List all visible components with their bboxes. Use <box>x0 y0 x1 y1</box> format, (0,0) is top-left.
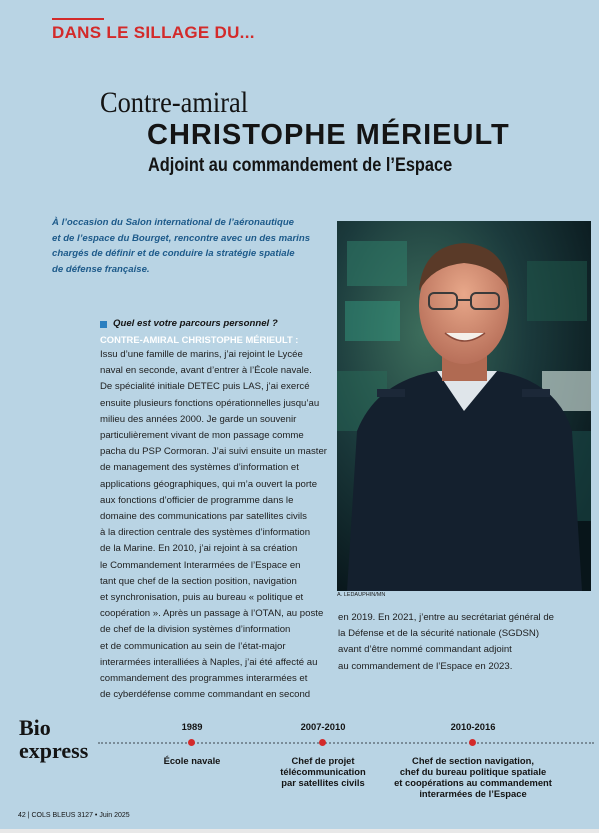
answer-line: Issu d’une famille de marins, j’ai rejoint le Lycée <box>100 349 303 360</box>
answer-line: particulièrement vivant de mon passage comme <box>100 430 304 442</box>
intro-line: chargés de définir et de conduire la stratégie spatiale <box>52 248 295 259</box>
timeline-event-line: Chef de projet <box>291 755 355 766</box>
timeline-year: 1989 <box>181 721 203 732</box>
portrait-illustration <box>337 221 591 591</box>
intro-paragraph <box>52 215 332 277</box>
timeline-dot <box>188 739 195 746</box>
answer-line: de cyberdéfense comme commandant en second <box>100 689 311 701</box>
bio-title-line: Bio <box>19 715 51 740</box>
answer-column-1 <box>100 347 327 703</box>
answer-line: de chef de la division systèmes d’information <box>100 624 291 636</box>
timeline-event <box>383 755 563 799</box>
answer-line: la Défense et de la sécurité nationale (SGDSN) <box>338 628 540 640</box>
timeline-line <box>98 742 594 744</box>
answer-line: de la Marine. En 2010, j’ai rejoint à sa création <box>100 543 298 555</box>
timeline-event-line: chef du bureau politique spatiale <box>399 766 547 777</box>
bio-express-title <box>19 716 88 762</box>
timeline-year: 2007-2010 <box>300 721 346 732</box>
answer-line: aux fonctions d’officier de programme dans le <box>100 494 294 506</box>
answer-line: applications géographiques, qui m’a ouvert la porte <box>100 478 318 490</box>
rubric-rule <box>52 18 104 20</box>
intro-line: À l’occasion du Salon international de l’aéronautique <box>52 217 295 228</box>
person-role: Adjoint au commandement de l’Espace <box>148 155 453 176</box>
timeline-event-line: télécommunication <box>280 766 366 777</box>
timeline-event-line: Chef de section navigation, <box>412 755 534 766</box>
section-rubric: DANS LE SILLAGE DU... <box>52 23 255 42</box>
photo-credit: A. LEDAUPHIN/MN <box>337 592 386 598</box>
timeline-dot <box>319 739 326 746</box>
answer-line: tant que chef de la section position, navigation <box>100 575 297 587</box>
page-footer: 42 | COLS BLEUS 3127 • Juin 2025 <box>18 812 130 819</box>
timeline-event-line: interarmées de l’Espace <box>419 788 527 799</box>
answer-line: interarmées interalliées à Naples, j’ai été affecté au <box>100 656 318 668</box>
bio-title-line: express <box>19 738 89 763</box>
answer-line: De spécialité initiale DETEC puis LAS, j’ai exercé <box>100 381 310 393</box>
timeline-event-line: par satellites civils <box>281 777 365 788</box>
interview-speaker: CONTRE-AMIRAL CHRISTOPHE MÉRIEULT : <box>100 334 299 345</box>
footer-bar <box>0 829 599 833</box>
answer-column-2 <box>338 610 554 675</box>
timeline-event <box>142 755 242 766</box>
answer-line: de management des systèmes d’information et <box>100 462 299 474</box>
answer-line: naval en seconde, avant d’entrer à l’École navale. <box>100 365 312 377</box>
answer-line: avant d’être nommé commandant adjoint <box>338 644 512 656</box>
answer-line: le Commandement Interarmées de l’Espace en <box>100 559 301 571</box>
interview-question: Quel est votre parcours personnel ? <box>113 318 278 329</box>
answer-line: et de communication au sein de l’état-major <box>100 640 286 652</box>
timeline-year: 2010-2016 <box>450 721 496 732</box>
answer-line: domaine des communications par satellites civils <box>100 511 307 523</box>
answer-line: à la direction centrale des systèmes d’information <box>100 527 311 539</box>
answer-line: et synchronisation, puis au bureau « politique et <box>100 592 304 604</box>
timeline-event <box>263 755 383 788</box>
portrait-photo <box>337 221 591 591</box>
timeline-event-line: et coopérations au commandement <box>394 777 552 788</box>
answer-line: pacha du PSP Cormoran. J’ai suivi ensuite un master <box>100 446 327 458</box>
intro-line: et de l’espace du Bourget, rencontre avec un des marins <box>52 232 311 244</box>
timeline-event-line: École navale <box>163 755 221 766</box>
answer-line: milieu des années 2000. Je garde un souvenir <box>100 413 297 425</box>
answer-line: en 2019. En 2021, j’entre au secrétariat général de <box>338 612 555 623</box>
intro-line: de défense française. <box>52 263 150 275</box>
timeline-dot <box>469 739 476 746</box>
question-marker-icon <box>100 321 107 328</box>
person-rank: Contre-amiral <box>100 86 249 119</box>
person-name: CHRISTOPHE MÉRIEULT <box>147 119 510 151</box>
answer-line: coopération ». Après un passage à l’OTAN, au poste <box>100 608 324 620</box>
answer-line: ensuite plusieurs fonctions opérationnelles jusqu’au <box>100 397 320 409</box>
answer-line: au commandement de l’Espace en 2023. <box>338 660 513 672</box>
answer-line: commandement des programmes interarmées et <box>100 673 308 685</box>
